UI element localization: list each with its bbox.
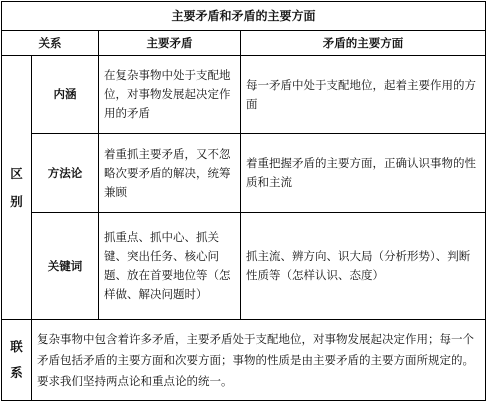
difference-label-top: 区 [10, 165, 23, 181]
cell-methodology-contradiction: 着重抓主要矛盾，又不忽略次要矛盾的解决，统筹兼顾 [99, 134, 241, 213]
table-row [2, 56, 486, 134]
row-label-connotation: 内涵 [32, 56, 99, 134]
table-row [2, 213, 486, 320]
header-major-aspect: 矛盾的主要方面 [241, 31, 486, 56]
connection-text: 复杂事物中包含着许多矛盾，主要矛盾处于支配地位，对事物发展起决定作用；每一个矛盾包括矛盾的主要方面和次要方面；事物的性质是由主要矛盾的主要方面所规定的。要求我们坚持两点论和重点论的统一。 [32, 320, 486, 401]
cell-keywords-contradiction: 抓重点、抓中心、抓关键、突出任务、核心问题、放在首要地位等（怎样做、解决问题时） [99, 213, 241, 320]
difference-label [2, 56, 32, 320]
row-label-methodology: 方法论 [32, 134, 99, 213]
comparison-table [1, 1, 486, 401]
header-row [2, 31, 486, 56]
cell-keywords-aspect: 抓主流、辨方向、识大局（分析形势）、判断性质等（怎样认识、态度） [241, 213, 486, 320]
connection-row [2, 320, 486, 401]
header-relation: 关系 [2, 31, 99, 56]
table-row [2, 134, 486, 213]
table-title: 主要矛盾和矛盾的主要方面 [2, 2, 486, 31]
cell-connotation-aspect: 每一矛盾中处于支配地位，起着主要作用的方面 [241, 56, 486, 134]
difference-label-bottom: 别 [10, 193, 23, 209]
connection-label-bottom: 系 [10, 365, 23, 380]
document [1, 1, 485, 401]
row-label-keywords: 关键词 [32, 213, 99, 320]
connection-label [2, 320, 32, 401]
header-major-contradiction: 主要矛盾 [99, 31, 241, 56]
connection-label-top: 联 [10, 339, 23, 354]
cell-connotation-contradiction: 在复杂事物中处于支配地位，对事物发展起决定作用的矛盾 [99, 56, 241, 134]
title-row [2, 2, 486, 31]
cell-methodology-aspect: 着重把握矛盾的主要方面，正确认识事物的性质和主流 [241, 134, 486, 213]
